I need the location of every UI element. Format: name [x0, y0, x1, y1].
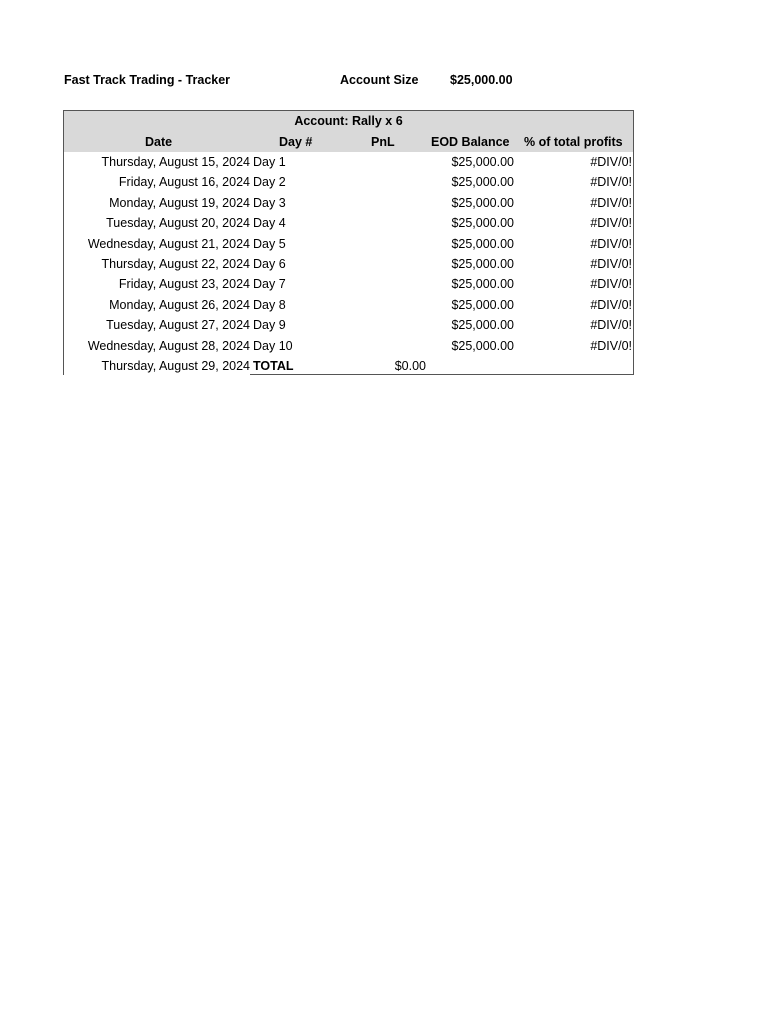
cell-eod-balance: $25,000.00 [451, 195, 514, 210]
cell-percent-profits: #DIV/0! [590, 175, 632, 190]
cell-day: Day 4 [253, 216, 286, 231]
column-header-eod-balance: EOD Balance [431, 135, 510, 149]
document-title: Fast Track Trading - Tracker [64, 73, 231, 87]
cell-percent-profits: #DIV/0! [590, 195, 632, 210]
account-name-header: Account: Rally x 6 [64, 111, 633, 132]
column-header-date: Date [145, 135, 173, 149]
table-row [64, 234, 633, 254]
column-header-pnl: PnL [371, 135, 395, 149]
table-row [64, 274, 633, 294]
cell-day: Day 7 [253, 277, 286, 292]
table-row [64, 193, 633, 213]
cell-eod-balance: $25,000.00 [451, 338, 514, 353]
cell-date: Friday, August 23, 2024 [118, 277, 250, 292]
cell-date: Monday, August 26, 2024 [109, 297, 250, 312]
cell-date: Monday, August 19, 2024 [109, 195, 250, 210]
cell-percent-profits: #DIV/0! [590, 155, 632, 169]
table-body [64, 152, 633, 376]
cell-day: Day 2 [253, 175, 286, 190]
table-row [64, 315, 633, 335]
cell-date: Tuesday, August 20, 2024 [106, 216, 250, 231]
cell-eod-balance: $25,000.00 [451, 175, 514, 190]
cell-eod-balance: $25,000.00 [451, 297, 514, 312]
cell-percent-profits: #DIV/0! [590, 256, 632, 271]
table-row [64, 172, 633, 192]
cell-eod-balance: $25,000.00 [451, 256, 514, 271]
tracker-header [0, 73, 768, 91]
cell-day: Day 10 [253, 338, 293, 353]
column-header-day: Day # [279, 135, 313, 149]
cell-day: Day 6 [253, 256, 286, 271]
cell-date: Thursday, August 22, 2024 [101, 256, 250, 271]
table-row [64, 213, 633, 233]
cell-percent-profits: #DIV/0! [590, 297, 632, 312]
tracker-table [63, 110, 634, 375]
cell-percent-profits: #DIV/0! [590, 236, 632, 251]
total-row-border [250, 374, 633, 375]
table-row [64, 336, 633, 356]
column-header-percent-profits: % of total profits [524, 135, 623, 149]
table-row [64, 152, 633, 172]
cell-day: Day 5 [253, 236, 286, 251]
cell-day: Day 9 [253, 318, 286, 333]
cell-date: Thursday, August 29, 2024 [101, 358, 250, 373]
cell-eod-balance: $25,000.00 [451, 318, 514, 333]
cell-date: Wednesday, August 21, 2024 [87, 236, 250, 251]
column-header-row [64, 132, 633, 152]
total-label: TOTAL [253, 358, 294, 373]
total-pnl: $0.00 [394, 358, 426, 373]
cell-date: Thursday, August 15, 2024 [101, 155, 250, 169]
cell-eod-balance: $25,000.00 [451, 216, 514, 231]
table-row [64, 295, 633, 315]
cell-eod-balance: $25,000.00 [451, 236, 514, 251]
cell-day: Day 1 [253, 155, 286, 169]
cell-eod-balance: $25,000.00 [451, 155, 514, 169]
cell-day: Day 8 [253, 297, 286, 312]
table-row [64, 254, 633, 274]
cell-eod-balance: $25,000.00 [451, 277, 514, 292]
account-size-value: $25,000.00 [450, 73, 513, 87]
cell-date: Wednesday, August 28, 2024 [87, 338, 250, 353]
cell-percent-profits: #DIV/0! [590, 338, 632, 353]
cell-date: Friday, August 16, 2024 [118, 175, 250, 190]
cell-percent-profits: #DIV/0! [590, 318, 632, 333]
cell-date: Tuesday, August 27, 2024 [106, 318, 250, 333]
account-size-label: Account Size [340, 73, 419, 87]
cell-day: Day 3 [253, 195, 286, 210]
cell-percent-profits: #DIV/0! [590, 216, 632, 231]
cell-percent-profits: #DIV/0! [590, 277, 632, 292]
